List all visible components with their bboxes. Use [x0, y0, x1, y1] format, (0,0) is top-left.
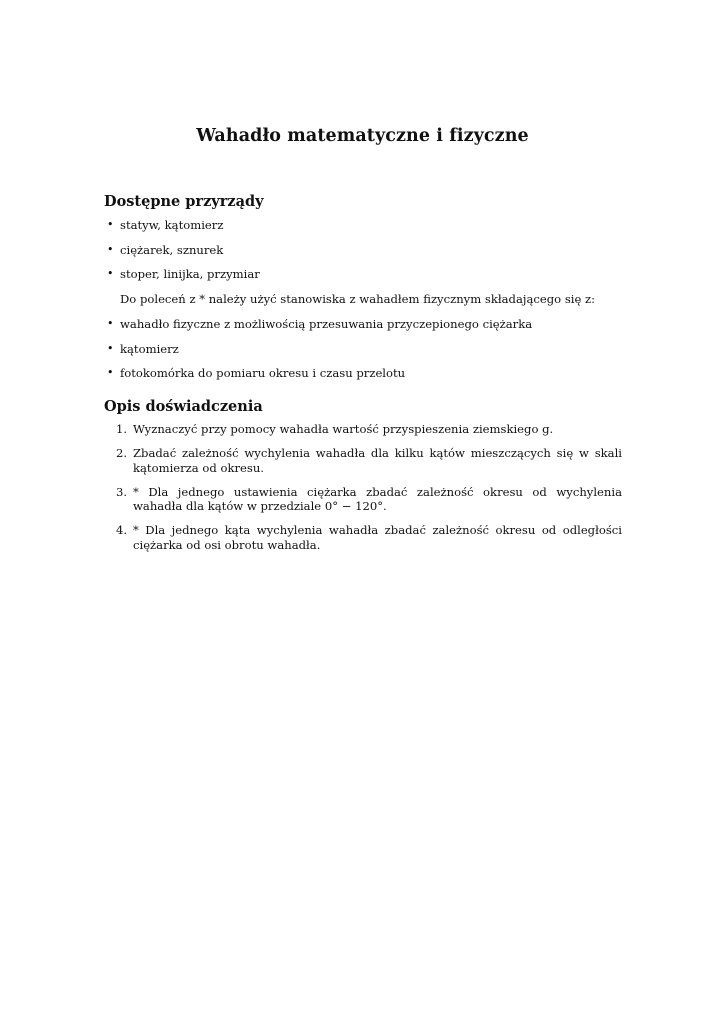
bullet-icon: • [107, 341, 114, 355]
list-item-text: fotokomórka do pomiaru okresu i czasu przelotu [120, 366, 406, 380]
document-title: Wahadło matematyczne i fizyczne [196, 126, 529, 146]
list-item [104, 446, 622, 475]
list-item-text: kątomierz [120, 341, 179, 356]
list-item [104, 485, 622, 514]
station-list [106, 317, 532, 391]
list-item [106, 218, 260, 243]
bullet-icon: • [107, 242, 114, 256]
list-item [106, 366, 532, 391]
list-item-text: wahadło fizyczne z możliwością przesuwania przyczepionego ciężarka [120, 317, 533, 331]
list-item-number: 2. [116, 446, 128, 460]
list-item [104, 422, 622, 437]
list-item-text: ciężarek, sznurek [120, 242, 224, 257]
bullet-icon: • [107, 366, 114, 379]
list-item-text: Wyznaczyć przy pomocy wahadła wartość przyspieszenia ziemskiego g. [133, 422, 554, 436]
list-item-number: 4. [116, 523, 128, 537]
list-item-text: statyw, kątomierz [120, 218, 224, 232]
section-heading-description: Opis doświadczenia [104, 398, 263, 415]
experiment-steps-list [104, 422, 622, 562]
list-item-text: Zbadać zależność wychylenia wahadła dla kilku kątów mieszczących się w skali kątomierza od okresu. [133, 446, 622, 475]
bullet-icon: • [107, 317, 114, 330]
list-item [106, 342, 532, 367]
instrument-list [106, 218, 260, 292]
list-item-number: 1. [116, 422, 128, 436]
bullet-icon: • [107, 267, 114, 280]
list-item [106, 243, 260, 268]
list-item [106, 267, 260, 292]
bullet-icon: • [107, 218, 114, 231]
list-item [104, 523, 622, 552]
list-item-number: 3. [116, 484, 128, 499]
station-note: Do poleceń z * należy użyć stanowiska z wahadłem fizycznym składającego się z: [120, 292, 596, 306]
list-item-text: * Dla jednego ustawienia ciężarka zbadać zależność okresu od wychylenia wahadła dla kątów w przedziale 0° − 120°. [133, 484, 622, 513]
list-item [106, 317, 532, 342]
list-item-text: * Dla jednego kąta wychylenia wahadła zbadać zależność okresu od odległości ciężarka od osi obrotu wahadła. [133, 523, 622, 552]
section-heading-instruments: Dostępne przyrządy [104, 193, 264, 210]
list-item-text: stoper, linijka, przymiar [120, 267, 260, 281]
